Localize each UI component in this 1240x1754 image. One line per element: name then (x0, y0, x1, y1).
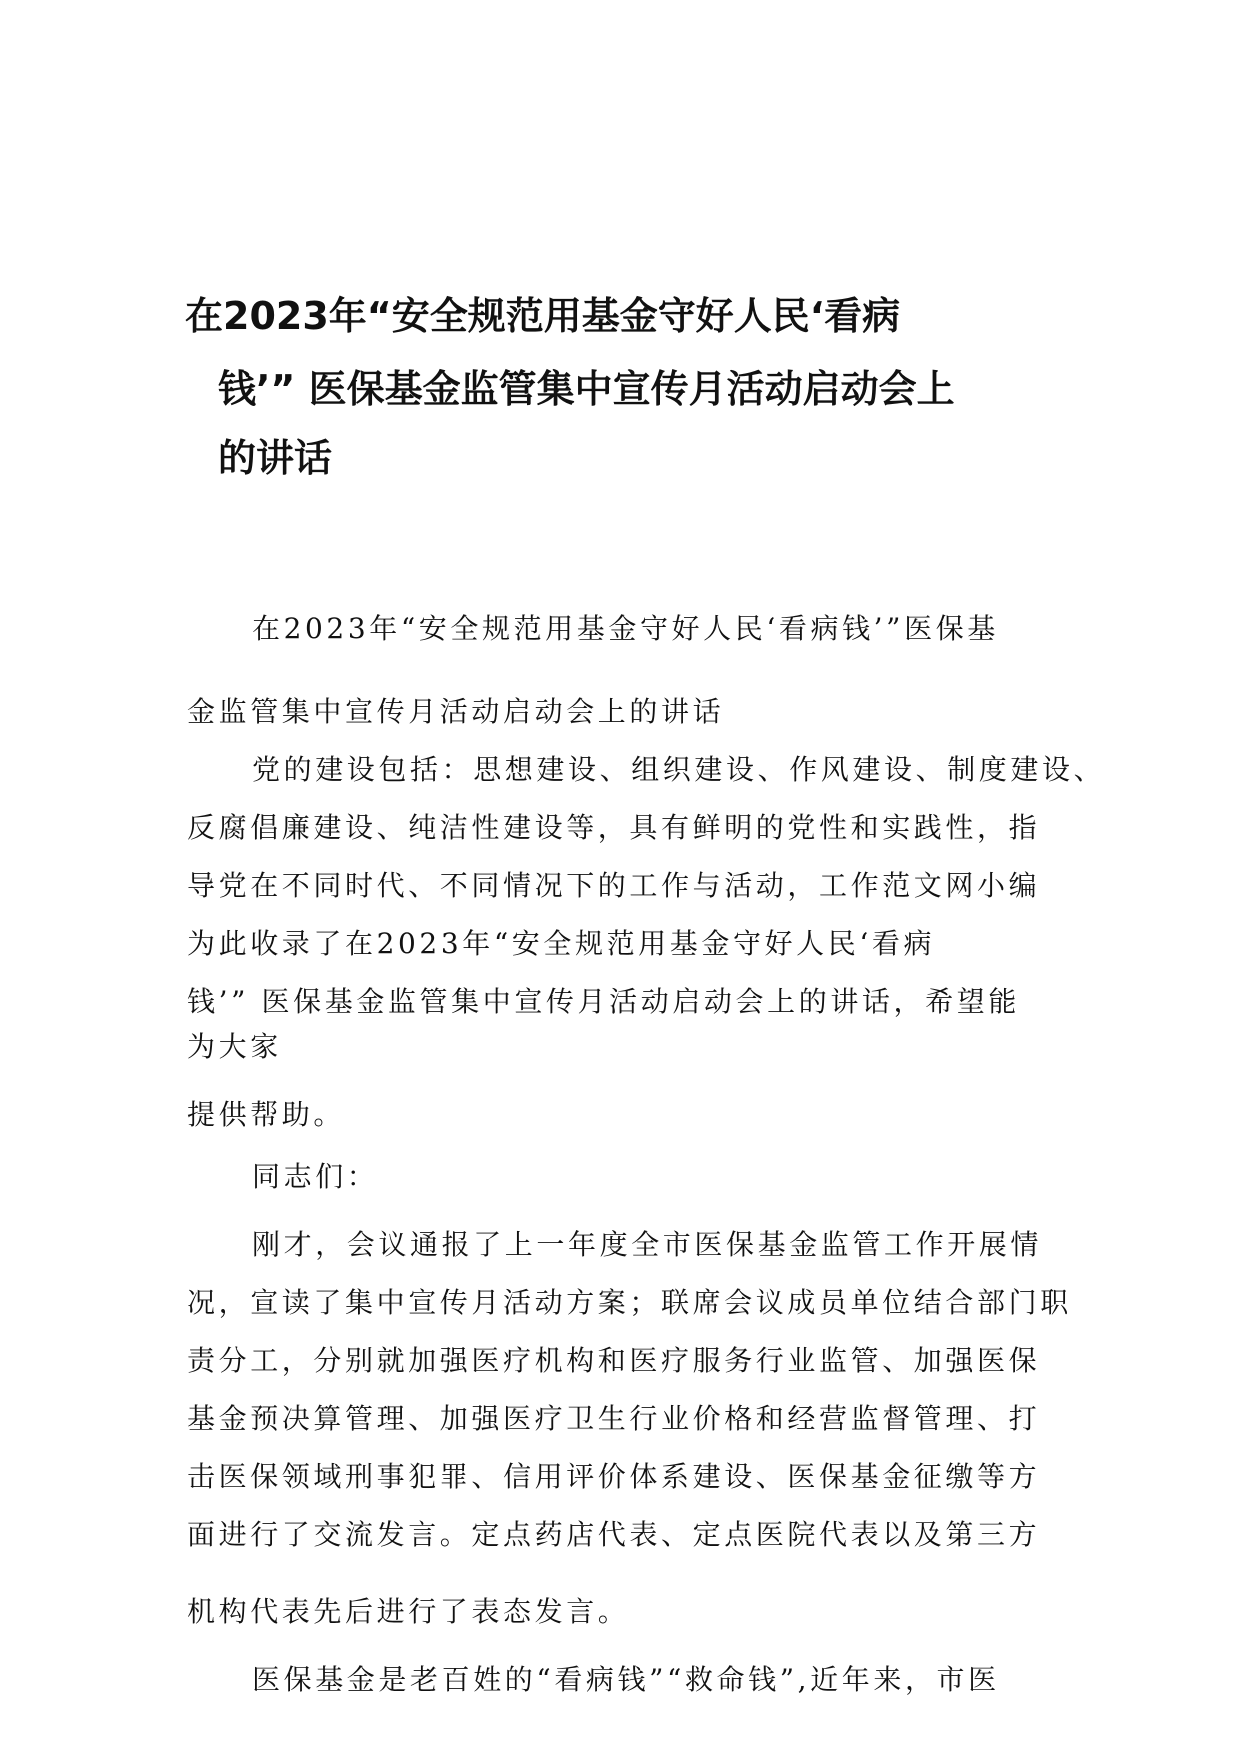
body-line: 钱’” 医保基金监管集中宣传月活动启动会上的讲话，希望能 (187, 985, 1020, 1018)
title-line-2: 钱’” 医保基金监管集中宣传月活动启动会上 (218, 367, 955, 411)
title-line-1: 在2023年“安全规范用基金守好人民‘看病 (185, 294, 901, 338)
body-line: 刚才，会议通报了上一年度全市医保基金监管工作开展情 (252, 1228, 1043, 1261)
body-line: 导党在不同时代、不同情况下的工作与活动，工作范文网小编 (187, 869, 1041, 902)
body-line: 为大家 (187, 1030, 282, 1063)
body-line: 为此收录了在2023年“安全规范用基金守好人民‘看病 (187, 927, 936, 960)
body-line: 同志们： (252, 1160, 379, 1193)
body-line: 责分工，分别就加强医疗机构和医疗服务行业监管、加强医保 (187, 1344, 1041, 1377)
body-line: 况，宣读了集中宣传月活动方案；联席会议成员单位结合部门职 (187, 1286, 1072, 1319)
body-line: 击医保领域刑事犯罪、信用评价体系建设、医保基金征缴等方 (187, 1460, 1041, 1493)
body-line: 党的建设包括：思想建设、组织建设、作风建设、制度建设、 (252, 753, 1106, 786)
body-line: 金监管集中宣传月活动启动会上的讲话 (187, 695, 725, 728)
body-line: 提供帮助。 (187, 1098, 346, 1131)
body-line: 面进行了交流发言。定点药店代表、定点医院代表以及第三方 (187, 1518, 1041, 1551)
body-line: 基金预决算管理、加强医疗卫生行业价格和经营监督管理、打 (187, 1402, 1041, 1435)
body-line: 反腐倡廉建设、纯洁性建设等，具有鲜明的党性和实践性，指 (187, 811, 1041, 844)
body-line: 机构代表先后进行了表态发言。 (187, 1595, 630, 1628)
body-line: 在2023年“安全规范用基金守好人民‘看病钱’”医保基 (252, 612, 999, 645)
body-line: 医保基金是老百姓的“看病钱”“救命钱”,近年来，市医 (252, 1663, 1000, 1696)
title-line-3: 的讲话 (218, 436, 333, 480)
